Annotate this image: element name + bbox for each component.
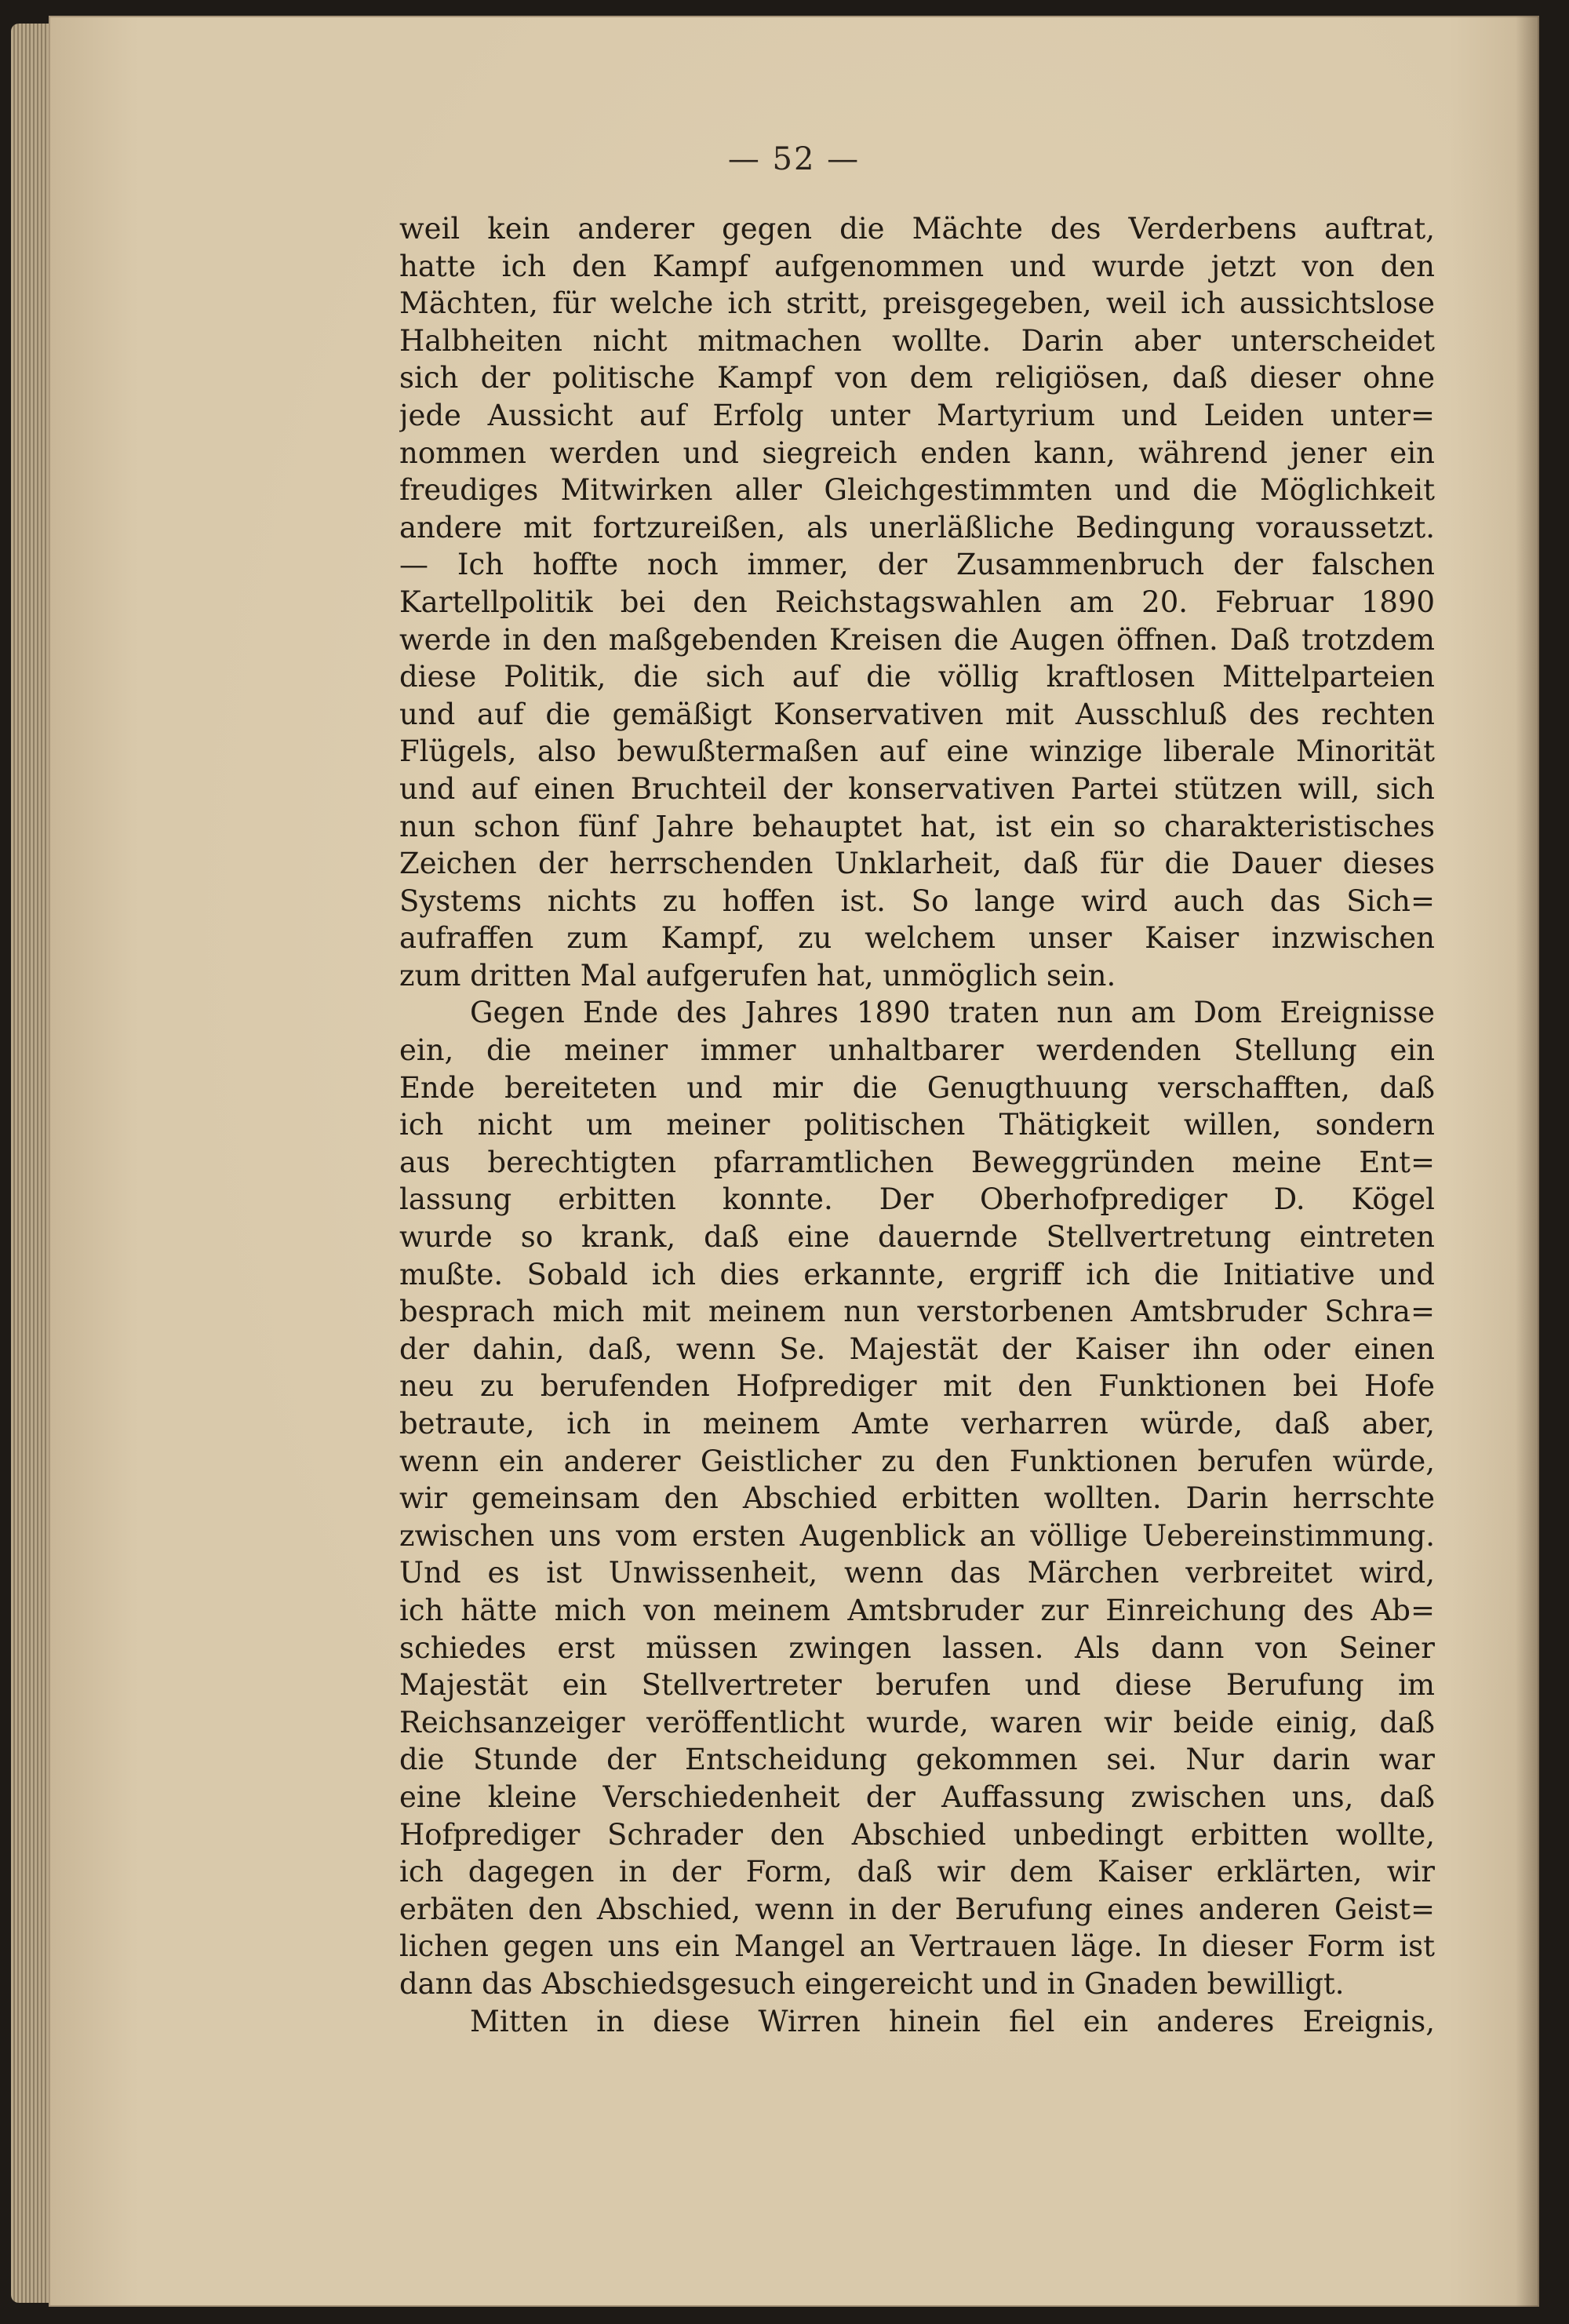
text-line: Mitten in diese Wirren hinein fiel ein anderes Ereignis, — [470, 2004, 1435, 2038]
text-line: zum dritten Mal aufgerufen hat, unmöglich sein. — [399, 958, 1116, 993]
text-line: sich der politische Kampf von dem religiösen, daß dieser ohne — [399, 361, 1435, 395]
text-line: neu zu berufenden Hofprediger mit den Funktionen bei Hofe — [399, 1369, 1435, 1404]
text-line: mußte. Sobald ich dies erkannte, ergriff ich die Initiative und — [399, 1257, 1435, 1291]
text-line: aufraffen zum Kampf, zu welchem unser Kaiser inzwischen — [399, 921, 1435, 956]
text-line: Zeichen der herrschenden Unklarheit, daß für die Dauer dieses — [399, 847, 1435, 881]
text-line: werde in den maßgebenden Kreisen die Augen öffnen. Daß trotzdem — [399, 622, 1435, 657]
text-line: jede Aussicht auf Erfolg unter Martyrium und Leiden unter= — [399, 398, 1435, 432]
text-line: Mächten, für welche ich stritt, preisgegeben, weil ich aussichtslose — [399, 286, 1435, 321]
text-line: Ende bereiteten und mir die Genugthuung verschafften, daß — [399, 1070, 1435, 1105]
text-line: Gegen Ende des Jahres 1890 traten nun am Dom Ereignisse — [470, 996, 1435, 1030]
text-line: Halbheiten nicht mitmachen wollte. Darin aber unterscheidet — [399, 323, 1435, 358]
text-line: ich nicht um meiner politischen Thätigkeit willen, sondern — [399, 1108, 1435, 1142]
text-line: Reichsanzeiger veröffentlicht wurde, waren wir beide einig, daß — [399, 1705, 1435, 1739]
text-line: und auf die gemäßigt Konservativen mit Ausschluß des rechten — [399, 697, 1435, 731]
text-line: nun schon fünf Jahre behauptet hat, ist ein so charakteristisches — [399, 809, 1435, 843]
text-line: diese Politik, die sich auf die völlig kraftlosen Mittelparteien — [399, 660, 1435, 694]
text-line: hatte ich den Kampf aufgenommen und wurde jetzt von den — [399, 249, 1435, 283]
text-line: Kartellpolitik bei den Reichstagswahlen am 20. Februar 1890 — [399, 585, 1435, 619]
text-line: lassung erbitten konnte. Der Oberhofprediger D. Kögel — [399, 1182, 1435, 1217]
text-line: weil kein anderer gegen die Mächte des Verderbens auftrat, — [399, 212, 1435, 246]
text-line: Flügels, also bewußtermaßen auf eine winzige liberale Minorität — [399, 734, 1435, 769]
text-line: Systems nichts zu hoffen ist. So lange wird auch das Sich= — [399, 883, 1435, 918]
text-line: ich hätte mich von meinem Amtsbruder zur Einreichung des Ab= — [399, 1593, 1435, 1627]
text-line: wir gemeinsam den Abschied erbitten wollten. Darin herrschte — [399, 1481, 1435, 1516]
text-line: der dahin, daß, wenn Se. Majestät der Kaiser ihn oder einen — [399, 1331, 1435, 1366]
text-line: Majestät ein Stellvertreter berufen und diese Berufung im — [399, 1668, 1435, 1703]
text-line: zwischen uns vom ersten Augenblick an völlige Uebereinstimmung. — [399, 1518, 1435, 1553]
text-line: erbäten den Abschied, wenn in der Berufung eines anderen Geist= — [399, 1892, 1435, 1926]
text-line: Hofprediger Schrader den Abschied unbedingt erbitten wollte, — [399, 1817, 1435, 1852]
text-line: lichen gegen uns ein Mangel an Vertrauen läge. In dieser Form ist — [399, 1929, 1435, 1964]
text-line: die Stunde der Entscheidung gekommen sei. Nur darin war — [399, 1743, 1435, 1777]
text-line: wurde so krank, daß eine dauernde Stellvertretung eintreten — [399, 1220, 1435, 1255]
text-line: ich dagegen in der Form, daß wir dem Kaiser erklärten, wir — [399, 1855, 1435, 1889]
text-line: aus berechtigten pfarramtlichen Beweggründen meine Ent= — [399, 1145, 1435, 1179]
text-line: besprach mich mit meinem nun verstorbenen Amtsbruder Schra= — [399, 1295, 1435, 1329]
text-line: Und es ist Unwissenheit, wenn das Märchen verbreitet wird, — [399, 1556, 1435, 1590]
book-page — [49, 16, 1539, 2307]
text-line: dann das Abschiedsgesuch eingereicht und in Gnaden bewilligt. — [399, 1966, 1345, 2001]
text-line: freudiges Mitwirken aller Gleichgestimmten und die Möglichkeit — [399, 473, 1435, 508]
text-line: nommen werden und siegreich enden kann, während jener ein — [399, 435, 1435, 470]
text-line: und auf einen Bruchteil der konservativen Partei stützen will, sich — [399, 771, 1435, 806]
body-text — [399, 210, 1435, 2040]
text-line: betraute, ich in meinem Amte verharren würde, daß aber, — [399, 1407, 1435, 1441]
text-line: — Ich hoffte noch immer, der Zusammenbruch der falschen — [399, 548, 1435, 582]
text-line: eine kleine Verschiedenheit der Auffassung zwischen uns, daß — [399, 1779, 1435, 1814]
gutter-shadow — [1516, 16, 1539, 2307]
text-line: andere mit fortzureißen, als unerläßliche Bedingung voraussetzt. — [399, 510, 1435, 545]
text-line: schiedes erst müssen zwingen lassen. Als dann von Seiner — [399, 1630, 1435, 1665]
text-line: wenn ein anderer Geistlicher zu den Funktionen berufen würde, — [399, 1444, 1435, 1478]
page-number-header: — 52 — — [727, 141, 861, 177]
text-line: ein, die meiner immer unhaltbarer werdenden Stellung ein — [399, 1033, 1435, 1068]
